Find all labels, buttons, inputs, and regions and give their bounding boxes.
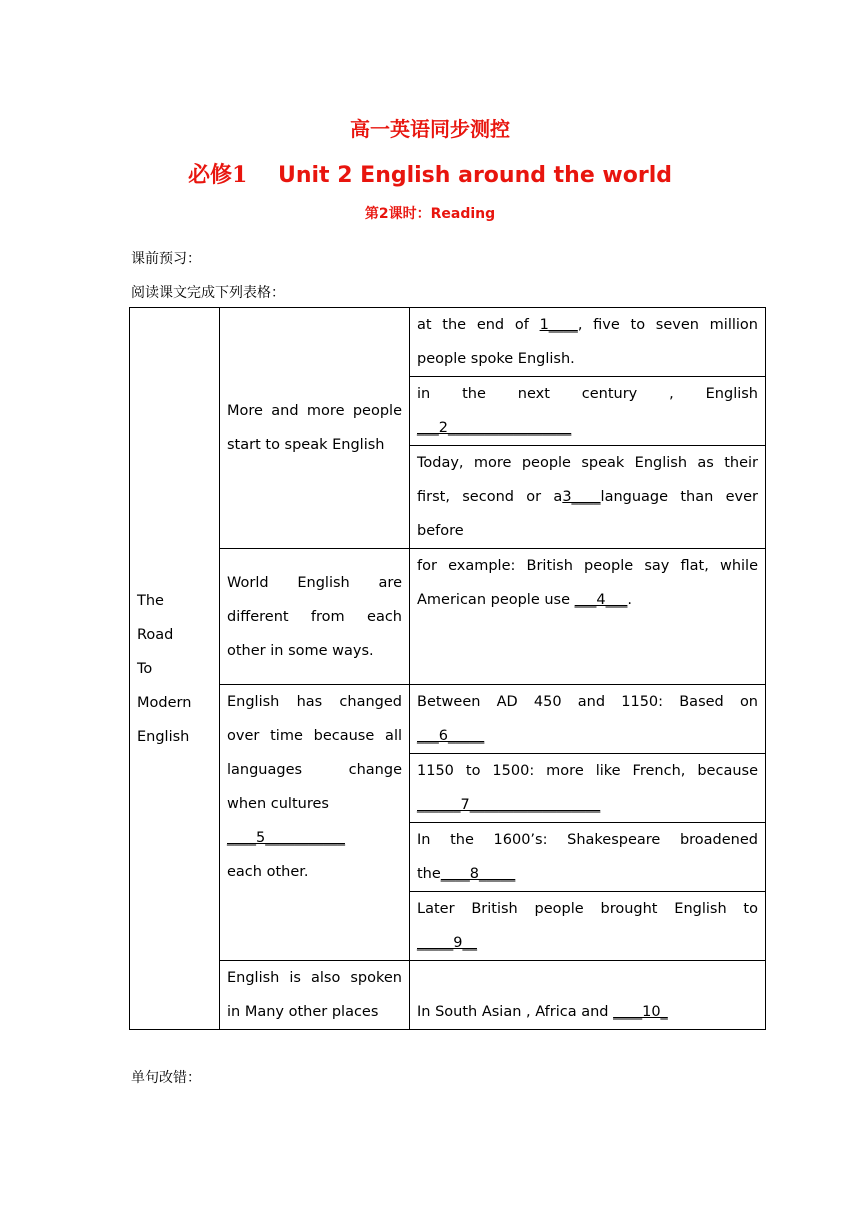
subtitle-module: 必修1 bbox=[188, 162, 248, 188]
detail-text: Today, more people speak English as their first, second or a bbox=[417, 455, 758, 505]
detail-line bbox=[417, 377, 758, 411]
detail-text: In the 1600’s: Shakespeare broadened the bbox=[417, 832, 758, 882]
detail-cell-3 bbox=[410, 446, 766, 549]
detail-cell-9 bbox=[410, 892, 766, 961]
main-topic-line: Modern bbox=[137, 694, 192, 711]
correction-label: 单句改错： bbox=[131, 1070, 201, 1086]
blank-4[interactable]: ___4___ bbox=[574, 592, 628, 608]
word: century bbox=[581, 386, 638, 402]
main-topic-line: The bbox=[137, 592, 164, 609]
preview-label: 课前预习： bbox=[131, 251, 201, 267]
detail-text: at the end of bbox=[417, 317, 540, 333]
word: the bbox=[462, 386, 486, 402]
page-title: 高一英语同步测控 bbox=[350, 117, 510, 141]
main-topic-line: Road bbox=[137, 626, 174, 643]
blank-8[interactable]: ____8_____ bbox=[440, 866, 516, 882]
topic-cell-3 bbox=[220, 685, 410, 961]
blank-1[interactable]: 1____ bbox=[539, 317, 578, 333]
word: in bbox=[417, 386, 431, 402]
reading-table bbox=[129, 307, 766, 1030]
detail-text: language than ever before bbox=[417, 489, 759, 539]
main-topic-line: To bbox=[137, 660, 153, 677]
detail-cell-4 bbox=[410, 549, 766, 685]
topic-cell-2: World English are different from each other in some ways. bbox=[220, 549, 410, 685]
detail-text: Later British people brought English to bbox=[417, 901, 758, 917]
main-topic-cell bbox=[130, 308, 220, 1030]
page-subtitle bbox=[0, 158, 860, 189]
word: , bbox=[669, 386, 674, 402]
main-topic-line: English bbox=[137, 728, 190, 745]
blank-9[interactable]: _____9__ bbox=[417, 935, 477, 951]
word: English bbox=[705, 386, 758, 402]
detail-cell-7 bbox=[410, 754, 766, 823]
subtitle-unit: Unit 2 English around the world bbox=[277, 163, 672, 188]
blank-2[interactable]: ___2_________________ bbox=[417, 420, 572, 436]
detail-text: for example: British people say flat, while American people use bbox=[417, 558, 758, 608]
topic-text: each other. bbox=[227, 864, 309, 880]
lesson-label: 第2课时：Reading bbox=[364, 206, 496, 222]
detail-cell-1 bbox=[410, 308, 766, 377]
detail-text: , five to seven million people spoke English. bbox=[417, 317, 758, 367]
detail-text: 1150 to 1500: more like French, because bbox=[417, 763, 758, 779]
topic-cell-4: English is also spoken in Many other places bbox=[220, 961, 410, 1030]
topic-text: English has changed over time because all languages change when cultures bbox=[227, 694, 402, 812]
detail-cell-10 bbox=[410, 961, 766, 1030]
blank-3[interactable]: 3____ bbox=[562, 489, 601, 505]
word: next bbox=[517, 386, 550, 402]
blank-7[interactable]: ______7__________________ bbox=[417, 797, 601, 813]
topic-cell-1: More and more people start to speak English bbox=[220, 308, 410, 549]
detail-text: . bbox=[627, 592, 632, 608]
detail-cell-6 bbox=[410, 685, 766, 754]
detail-text: Between AD 450 and 1150: Based on bbox=[417, 694, 758, 710]
detail-text: In South Asian , Africa and bbox=[417, 1004, 614, 1020]
instruction-label: 阅读课文完成下列表格： bbox=[131, 285, 285, 301]
detail-cell-8 bbox=[410, 823, 766, 892]
detail-cell-2 bbox=[410, 377, 766, 446]
blank-10[interactable]: ____10_ bbox=[613, 1004, 668, 1020]
blank-6[interactable]: ___6_____ bbox=[417, 728, 485, 744]
blank-5[interactable]: ____5___________ bbox=[227, 830, 345, 846]
